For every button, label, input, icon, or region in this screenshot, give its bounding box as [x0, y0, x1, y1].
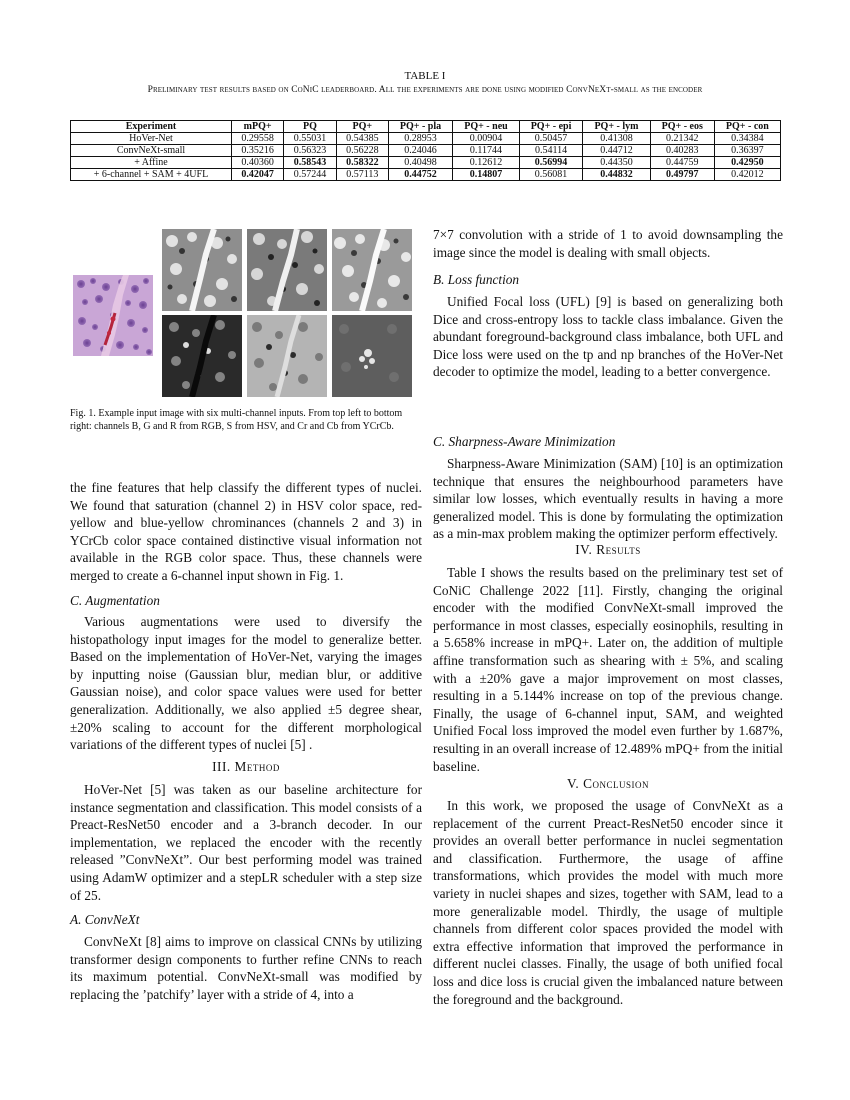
table-cell: 0.36397 [714, 145, 780, 157]
table-caption: Preliminary test results based on CoNiC leaderboard. All the experiments are done using modified ConvNeXt-small as the encoder [147, 85, 703, 95]
augmentation-paragraph [70, 613, 422, 754]
conclusion-heading: V. Conclusion [567, 776, 649, 791]
table-cell: 0.44832 [583, 169, 651, 181]
table-cell: 0.57113 [336, 169, 388, 181]
table-cell: 0.42950 [714, 157, 780, 169]
table-cell: 0.12612 [453, 157, 520, 169]
table-cell: 0.14807 [453, 169, 520, 181]
left-intro-paragraph [70, 479, 422, 585]
table-cell: 0.40360 [231, 157, 283, 169]
table-row [71, 169, 781, 181]
table-cell: 0.44759 [650, 157, 714, 169]
paragraph-text: 7×7 convolution with a stride of 1 to avoid downsampling the image since the model is dealing with small objects. [433, 227, 783, 260]
table-header-cell: PQ+ - pla [389, 121, 453, 133]
results-heading: IV. Results [575, 542, 641, 557]
paragraph-text: Various augmentations were used to diversify the histopathology input images for the model to generalize better. Based on the implementation of HoVer-Net, varying the images by inputting noise (Gaussian blur, median blur, or additive Gaussian noise), and color space values were used for better generalization. Additionally, we also applied ±5 degree shear, ±20% scaling to account for the different morphological variations of the different types of nuclei [5] . [70, 614, 422, 753]
table-cell: 0.56081 [519, 169, 582, 181]
table-header-cell: mPQ+ [231, 121, 283, 133]
table-cell: 0.21342 [650, 133, 714, 145]
paragraph-text: Unified Focal loss (UFL) [9] is based on generalizing both Dice and cross-entropy loss to tackle class imbalance. Given the abundant foreground-background class imbalance, both UFL and Dice loss were used on the tp and np branches of the HoVer-Net decoder to optimize the model, leading to a better convergence. [433, 294, 783, 380]
paragraph-text: ConvNeXt [8] aims to improve on classical CNNs by utilizing transformer design components to further refine CNNs to reach its maximum potential. ConvNeXt-small was modified by replacing the ’patchify’ layer with a stride of 4, into a [70, 934, 422, 1002]
table-cell: 0.28953 [389, 133, 453, 145]
channel-s-image [162, 315, 242, 397]
channel-cr-image [247, 315, 327, 397]
paragraph-text: the fine features that help classify the different types of nuclei. We found that saturation (channel 2) in HSV color space, red-yellow and blue-yellow chrominances (channels 2 and 3) in YCrCb color space contained distinctive visual information not available in the RGB color space. Thus, these channels were merged to create a 6-channel input shown in Fig. 1. [70, 480, 422, 583]
loss-function-paragraph [433, 293, 783, 381]
table-row [71, 145, 781, 157]
channel-g-image [247, 229, 327, 311]
table-cell: 0.54114 [519, 145, 582, 157]
convnext-paragraph [70, 933, 422, 1003]
table-header-cell: PQ+ - neu [453, 121, 520, 133]
results-table [70, 120, 781, 181]
table-cell: 0.50457 [519, 133, 582, 145]
rgb-histology-image [73, 275, 153, 356]
table-cell: 0.44752 [389, 169, 453, 181]
table-cell: 0.49797 [650, 169, 714, 181]
convnext-heading: A. ConvNeXt [70, 912, 140, 927]
table-cell: 0.00904 [453, 133, 520, 145]
table-cell: 0.40498 [389, 157, 453, 169]
sam-heading: C. Sharpness-Aware Minimization [433, 434, 616, 449]
figure-caption: Fig. 1. Example input image with six multi-channel inputs. From top left to bottom right: channels B, G and R from RGB, S from HSV, and Cr and Cb from YCrCb. [70, 408, 403, 432]
augmentation-heading: C. Augmentation [70, 593, 160, 608]
table-header-row [71, 121, 781, 133]
table-cell: 0.34384 [714, 133, 780, 145]
table-cell: 0.29558 [231, 133, 283, 145]
table-cell: HoVer-Net [71, 133, 232, 145]
table-cell: 0.56228 [336, 145, 388, 157]
paragraph-text: Sharpness-Aware Minimization (SAM) [10] is an optimization technique that ensures the neighbourhood parameters have similar low losses, which eventually results in having a more generalized model. This is done by formulating the optimization as a min-max problem making the optimizer perform effectively. [433, 456, 783, 542]
table-cell: 0.44350 [583, 157, 651, 169]
table-cell: 0.40283 [650, 145, 714, 157]
channel-cb-image [332, 315, 412, 397]
table-cell: 0.42012 [714, 169, 780, 181]
table-cell: 0.24046 [389, 145, 453, 157]
sam-paragraph [433, 455, 783, 543]
table-header-cell: Experiment [71, 121, 232, 133]
table-cell: ConvNeXt-small [71, 145, 232, 157]
table-cell: 0.35216 [231, 145, 283, 157]
figure-1 [70, 226, 422, 398]
table-cell: 0.42047 [231, 169, 283, 181]
table-cell: 0.44712 [583, 145, 651, 157]
channel-b-image [162, 229, 242, 311]
table-cell: 0.41308 [583, 133, 651, 145]
table-row [71, 157, 781, 169]
table-header-cell: PQ+ - con [714, 121, 780, 133]
table-cell: 0.11744 [453, 145, 520, 157]
table-header-cell: PQ+ [336, 121, 388, 133]
table-cell: 0.56323 [284, 145, 336, 157]
table-cell: 0.58322 [336, 157, 388, 169]
method-paragraph [70, 781, 422, 904]
results-paragraph [433, 564, 783, 775]
paragraph-text: HoVer-Net [5] was taken as our baseline architecture for instance segmentation and classification. This model consists of a Preact-ResNet50 encoder and a 3-branch decoder. In our implementation, we replaced the encoder with the recently released ”ConvNeXt”. Our best performing model was trained using AdamW optimizer and a stepLR scheduler with a step size of 25. [70, 782, 422, 903]
table-header-cell: PQ [284, 121, 336, 133]
channel-r-image [332, 229, 412, 311]
table-cell: 0.57244 [284, 169, 336, 181]
table-cell: 0.55031 [284, 133, 336, 145]
table-title: TABLE I [404, 70, 446, 82]
table-cell: 0.54385 [336, 133, 388, 145]
paragraph-text: In this work, we proposed the usage of ConvNeXt as a replacement of the current Preact-ResNet50 encoder since it provides an overall better performance in nuclei segmentation and classification. Furthermore, the usage of affine transformations, which provides the model with much more variety in nuclei shapes and sizes, together with SAM, lead to a more generalizable model. Thirdly, the usage of multiple channels from different color spaces provided the model with extra effective information that improved the performance in different nuclei classes. Finally, the usage of both unified focal loss and dice loss is crucial given the imbalanced nature between the foreground and the background. [433, 798, 783, 1007]
table-header-cell: PQ+ - lym [583, 121, 651, 133]
table-cell: + 6-channel + SAM + 4UFL [71, 169, 232, 181]
method-heading: III. Method [212, 759, 280, 774]
paragraph-text: Table I shows the results based on the preliminary test set of CoNiC Challenge 2022 [11]. Firstly, changing the original encoder with the modified ConvNeXt-small improved the performance in most classes, especially eosinophils, resulting in a 5.658% increase in mPQ+. Later on, the addition of multiple affine transformation such as shearing with ± 5%, and scaling with a ±20% gave a major improvement on most classes, resulting in a 5.144% increase on top of the previous change. Finally, the usage of 6-channel input, SAM, and weighted Unified Focal loss improved the model even further by 1.687%, resulting in an overall increase of 12.489% mPQ+ from the initial baseline. [433, 565, 783, 774]
table-cell: 0.56994 [519, 157, 582, 169]
conclusion-paragraph [433, 797, 783, 1008]
table-cell: + Affine [71, 157, 232, 169]
right-continuation-paragraph [433, 226, 783, 261]
loss-function-heading: B. Loss function [433, 272, 520, 287]
table-row [71, 133, 781, 145]
table-cell: 0.58543 [284, 157, 336, 169]
table-header-cell: PQ+ - epi [519, 121, 582, 133]
table-header-cell: PQ+ - eos [650, 121, 714, 133]
